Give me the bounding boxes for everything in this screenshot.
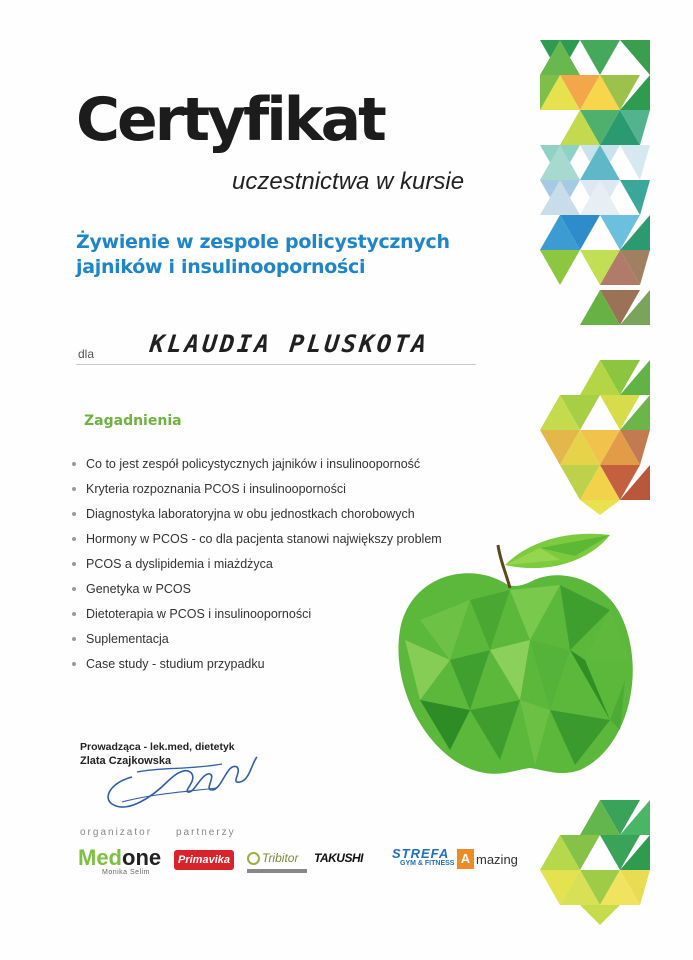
takushi-logo: TAKUSHI: [314, 851, 363, 865]
strefa-logo: [392, 845, 455, 867]
bullet-icon: [72, 587, 76, 591]
amazing-logo-text: mazing: [476, 851, 518, 867]
list-item: [70, 530, 442, 555]
topic-text: Suplementacja: [86, 632, 169, 646]
tribitor-bar: [247, 869, 307, 873]
list-item: [70, 555, 442, 580]
medone-logo-part2: one: [122, 845, 162, 870]
topics-list: [70, 455, 442, 680]
list-item: [70, 455, 442, 480]
for-label: dla: [78, 347, 95, 361]
certificate-subtitle: uczestnictwa w kursie: [232, 168, 465, 195]
topic-text: Genetyka w PCOS: [86, 582, 191, 596]
primavika-logo: Primavika: [174, 850, 234, 870]
list-item: [70, 605, 442, 630]
bullet-icon: [72, 537, 76, 541]
topic-text: Dietoterapia w PCOS i insulinooporności: [86, 607, 312, 621]
bullet-icon: [72, 562, 76, 566]
topic-text: Case study - studium przypadku: [86, 657, 265, 671]
medone-logo: [78, 845, 162, 876]
signature-icon: [92, 742, 262, 822]
topic-text: Diagnostyka laboratoryjna w obu jednostkach chorobowych: [86, 507, 415, 521]
amazing-logo-a: A: [457, 849, 474, 869]
course-title: Żywienie w zespole policystycznych jajników i insulinooporności: [76, 231, 450, 278]
instructor-name: Zlata Czajkowska: [80, 755, 172, 767]
bullet-icon: [72, 462, 76, 466]
participant-name: KLAUDIA PLUSKOTA: [148, 330, 431, 358]
strefa-logo-sub: GYM & FITNESS: [400, 860, 455, 867]
triangle-pattern-middle: [540, 360, 650, 515]
medone-logo-part1: Med: [78, 845, 122, 870]
topic-text: Kryteria rozpoznania PCOS i insulinooporności: [86, 482, 346, 496]
triangle-pattern-top: [540, 40, 650, 325]
strefa-logo-text: STREFA: [392, 846, 450, 861]
partners-label: partnerzy: [176, 827, 236, 838]
medone-logo-sub: Monika Selim: [102, 869, 151, 876]
certificate-title: Certyfikat: [76, 85, 384, 155]
topic-text: Co to jest zespół policystycznych jajników i insulinooporność: [86, 457, 421, 471]
bullet-icon: [72, 612, 76, 616]
triangle-pattern-bottom: [540, 800, 650, 925]
list-item: [70, 505, 442, 530]
list-item: [70, 630, 442, 655]
topic-text: PCOS a dyslipidemia i miażdżyca: [86, 557, 273, 571]
list-item: [70, 655, 442, 680]
tribitor-logo-text: Tribitor: [262, 851, 299, 865]
instructor-role: Prowadząca - lek.med, dietetyk: [80, 741, 235, 753]
tribitor-logo: [247, 851, 298, 865]
topics-heading: Zagadnienia: [84, 413, 182, 429]
topic-text: Hormony w PCOS - co dla pacjenta stanowi największy problem: [86, 532, 442, 546]
tribitor-ring-icon: [247, 852, 260, 865]
list-item: [70, 580, 442, 605]
list-item: [70, 480, 442, 505]
bullet-icon: [72, 662, 76, 666]
name-underline: [76, 364, 476, 365]
bullet-icon: [72, 487, 76, 491]
organizer-label: organizator: [80, 827, 153, 838]
amazing-logo: [457, 849, 518, 869]
bullet-icon: [72, 637, 76, 641]
bullet-icon: [72, 512, 76, 516]
